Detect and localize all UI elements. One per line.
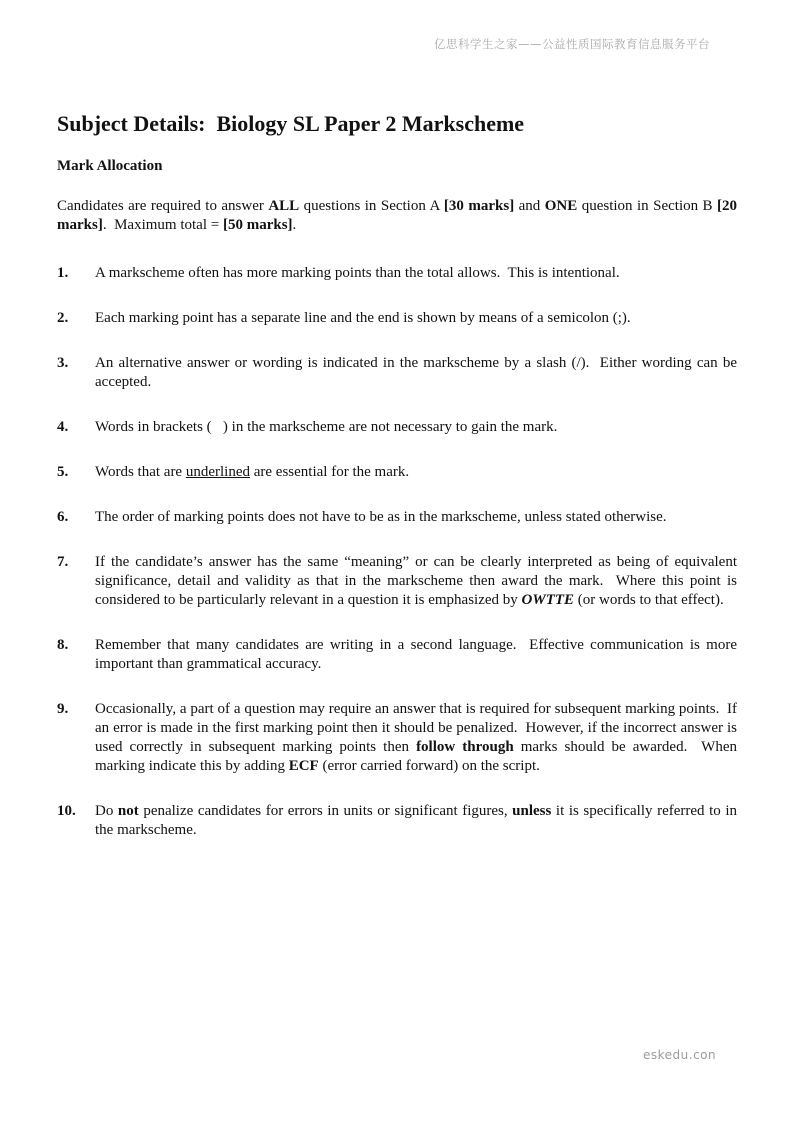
item-number: 9. [57,701,69,717]
item-number: 4. [57,419,69,435]
list-item [57,508,737,527]
item-number: 5. [57,464,69,480]
item-number: 6. [57,509,69,525]
list-item [57,636,741,674]
item-text: Each marking point has a separate line and the end is shown by means of a semicolon (;). [95,310,631,326]
item-text: The order of marking points does not have to be as in the markscheme, unless stated otherwise. [95,509,667,525]
rules-list [57,264,741,840]
item-number: 8. [57,637,69,653]
item-text: Occasionally, a part of a question may require an answer that is required for subsequent marking points. If an error is made in the first marking point then it should be penalized. However, if the incorrect answer is used correctly in subsequent marking points then follow through marks should be awarded. When marking indicate this by adding ECF (error carried forward) on the script. [95,701,741,774]
list-item [57,700,741,776]
list-item [57,354,741,392]
item-text: Remember that many candidates are writing in a second language. Effective communication is more important than grammatical accuracy. [95,637,741,672]
item-number: 10. [57,803,76,819]
item-number: 3. [57,355,69,371]
list-item [57,264,737,283]
list-item [57,309,737,328]
intro-paragraph: Candidates are required to answer ALL questions in Section A [30 marks] and ONE question in Section B [20 marks]. Maximum total = [50 marks]. [57,198,741,233]
section-heading: Mark Allocation [57,158,163,174]
list-item [57,463,737,482]
item-text: If the candidate’s answer has the same “meaning” or can be clearly interpreted as being of equivalent significance, detail and validity as that in the markscheme then award the mark. Where this point is considered to be particularly relevant in a question it is emphasized by OWTTE (or words to that effect). [95,554,741,608]
item-number: 7. [57,554,69,570]
item-text: Words that are underlined are essential for the mark. [95,464,410,480]
item-text: Do not penalize candidates for errors in units or significant figures, unless it is specifically referred to in the markscheme. [95,803,741,838]
item-text: Words in brackets ( ) in the markscheme are not necessary to gain the mark. [95,419,558,435]
list-item [57,553,741,610]
item-number: 1. [57,265,69,281]
item-text: An alternative answer or wording is indicated in the markscheme by a slash (/). Either wording can be accepted. [95,355,741,390]
list-item [57,418,737,437]
header-watermark: 亿思科学生之家——公益性质国际教育信息服务平台 [434,37,710,51]
item-number: 2. [57,310,69,326]
footer-watermark: eskedu.con [643,1048,717,1062]
page-title: Subject Details: Biology SL Paper 2 Markscheme [57,111,525,136]
list-item [57,802,741,840]
item-text: A markscheme often has more marking points than the total allows. This is intentional. [95,265,620,281]
